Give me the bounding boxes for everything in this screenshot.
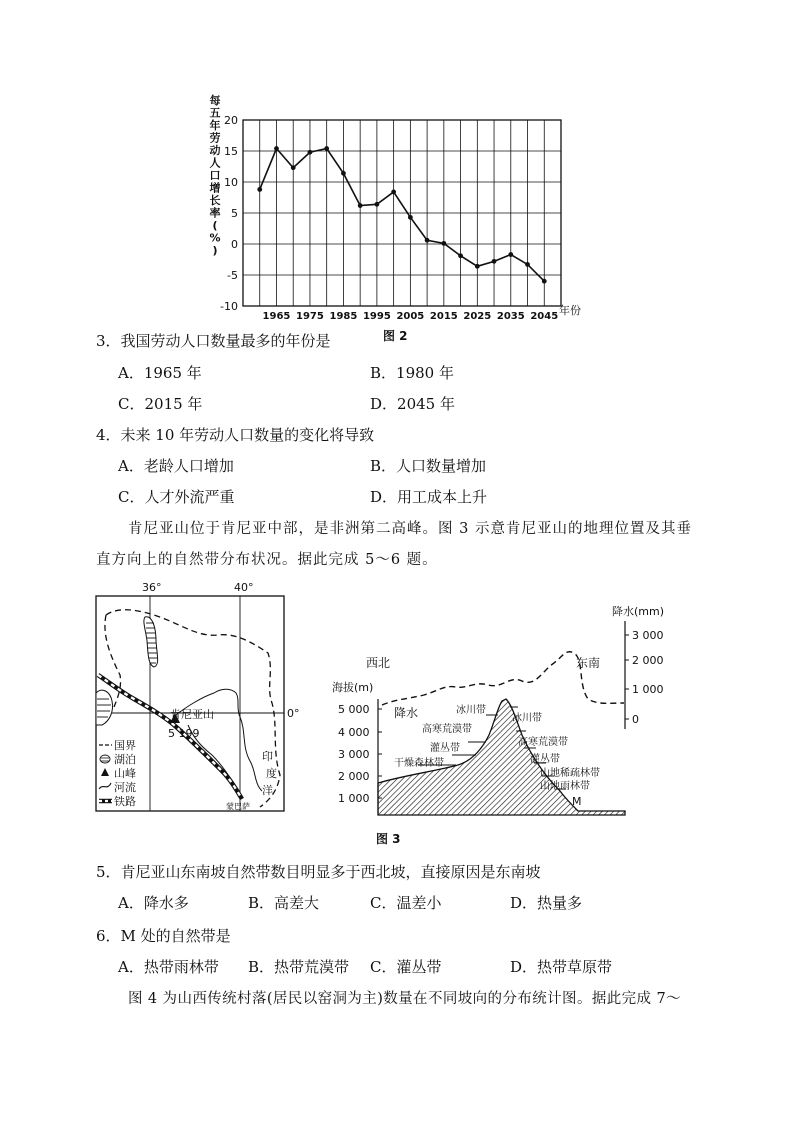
fig3-caption: 图 3 (376, 832, 401, 846)
data-point (441, 241, 446, 246)
alt-tick-1000: 1 000 (338, 792, 370, 805)
intro2-line1: 图 4 为山西传统村落(居民以窑洞为主)数量在不同坡向的分布统计图。据此完成 7～ (128, 991, 681, 1007)
precip-label: 降水 (394, 706, 419, 720)
y-tick-label: -10 (220, 300, 238, 313)
x-tick-label: 1965 (262, 311, 291, 322)
lake-turkana (144, 617, 158, 667)
legend-border-label: 国界 (114, 739, 136, 752)
legend-railway-label: 铁路 (114, 795, 136, 808)
left-zone-dry-forest: 干燥森林带 (394, 758, 444, 769)
kenya-location-map (90, 575, 300, 815)
data-point (408, 215, 413, 220)
ocean-label-1: 印 (262, 750, 273, 763)
data-point (525, 262, 530, 267)
y-axis-title-char: 率 (209, 206, 221, 220)
y-tick-label: 5 (231, 207, 238, 220)
q6-stem: 6．M 处的自然带是 (96, 927, 231, 945)
data-point (425, 238, 430, 243)
x-tick-label: 1995 (362, 311, 391, 322)
x-axis-title: 年份 (559, 304, 581, 317)
y-tick-label: -5 (227, 269, 238, 282)
alt-tick-5000: 5 000 (338, 703, 370, 716)
q3-option-c[interactable]: C．2015 年 (118, 395, 203, 413)
kenya-mountain-profile (326, 595, 674, 820)
precip-tick-2000: 2 000 (632, 654, 664, 667)
equator-label: 0° (287, 707, 300, 720)
data-point (374, 202, 379, 207)
chart-grid (243, 120, 561, 306)
x-tick-label: 2035 (496, 311, 525, 322)
y-axis-title-char: 长 (209, 194, 221, 207)
x-tick-label: 2045 (530, 311, 559, 322)
lon-36-label: 36° (142, 581, 162, 594)
precip-tick-1000: 1 000 (632, 683, 664, 696)
q4-option-b[interactable]: B．人口数量增加 (370, 457, 487, 475)
q6-option-c[interactable]: C．灌丛带 (370, 958, 442, 976)
alt-tick-3000: 3 000 (338, 748, 370, 761)
y-tick-labels (220, 114, 238, 313)
ocean-label-3: 洋 (262, 784, 273, 797)
legend-lake-swatch (100, 755, 110, 763)
y-axis-title-char: % (209, 231, 221, 245)
y-axis-title-char: 五 (209, 106, 221, 120)
x-tick-label: 2015 (429, 311, 458, 322)
data-point (458, 253, 463, 258)
q6-option-d[interactable]: D．热带草原带 (510, 958, 613, 976)
q4-option-c[interactable]: C．人才外流严重 (118, 488, 235, 506)
m-label: M (572, 795, 582, 808)
legend-river-swatch (99, 783, 111, 789)
q6-option-b[interactable]: B．热带荒漠带 (248, 958, 350, 976)
data-point (542, 279, 547, 284)
alt-tick-4000: 4 000 (338, 726, 370, 739)
data-point (492, 259, 497, 264)
precip-tick-3000: 3 000 (632, 629, 664, 642)
y-axis-title-char: 年 (209, 119, 221, 132)
port-label: 蒙巴萨 (226, 802, 250, 811)
x-tick-labels (263, 311, 559, 322)
altitude-axis-title: 海拔(m) (332, 681, 374, 694)
precip-tick-0: 0 (632, 713, 639, 726)
y-tick-label: 10 (224, 176, 238, 189)
y-axis-title-char: 人 (209, 156, 221, 170)
q3-stem: 3．我国劳动人口数量最多的年份是 (96, 332, 331, 350)
right-zone-shrub: 灌丛带 (530, 754, 560, 765)
x-tick-label: 1985 (329, 311, 358, 322)
right-zone-sparse-forest: 山地稀疏林带 (540, 768, 600, 779)
q6-option-a[interactable]: A．热带雨林带 (118, 958, 219, 976)
y-tick-label: 15 (224, 145, 238, 158)
q3-option-b[interactable]: B．1980 年 (370, 364, 454, 382)
q5-option-b[interactable]: B．高差大 (248, 894, 320, 912)
data-point (257, 187, 262, 192)
q5-option-c[interactable]: C．温差小 (370, 894, 442, 912)
peak-height: 5 199 (168, 727, 200, 740)
legend-peak-label: 山峰 (114, 767, 136, 780)
data-point (358, 203, 363, 208)
data-point (475, 264, 480, 269)
data-point (508, 252, 513, 257)
x-tick-label: 2025 (463, 311, 492, 322)
right-zone-glacier: 冰川带 (512, 713, 542, 724)
data-point (324, 146, 329, 151)
left-zone-shrub: 灌丛带 (430, 743, 460, 754)
intro-paragraph-line2: 直方向上的自然带分布状况。据此完成 5～6 题。 (96, 552, 438, 568)
precip-axis-title: 降水(mm) (612, 605, 665, 618)
y-axis-title-char: ) (212, 244, 218, 257)
left-zone-glacier: 冰川带 (456, 705, 486, 716)
series-line (260, 149, 545, 282)
x-tick-label: 1975 (296, 311, 324, 322)
data-point (341, 171, 346, 176)
map-legend (99, 739, 136, 808)
lake-victoria (96, 690, 113, 725)
left-zone-alpine-desert: 高寒荒漠带 (422, 724, 472, 735)
q3-option-d[interactable]: D．2045 年 (370, 395, 455, 413)
legend-peak-swatch (101, 768, 109, 776)
y-axis-title-char: ( (212, 219, 218, 232)
y-axis-title-char: 每 (209, 94, 221, 107)
y-axis-title-char: 动 (209, 144, 221, 157)
peak-name: 肯尼亚山 (170, 708, 214, 721)
right-zone-rainforest: 山地雨林带 (540, 781, 590, 792)
right-zone-alpine-desert: 高寒荒漠带 (518, 737, 568, 748)
alt-tick-2000: 2 000 (338, 770, 370, 783)
y-axis-title-char: 增 (209, 181, 221, 195)
southeast-label: 东南 (576, 656, 601, 670)
q4-option-d[interactable]: D．用工成本上升 (370, 488, 488, 506)
labor-growth-chart (195, 92, 615, 324)
y-axis-title-char: 劳 (209, 131, 221, 145)
q3-option-a[interactable]: A．1965 年 (118, 364, 202, 382)
y-tick-label: 20 (224, 114, 238, 127)
y-tick-label: 0 (231, 238, 238, 251)
legend-lake-label: 湖泊 (114, 753, 136, 766)
q5-stem: 5．肯尼亚山东南坡自然带数目明显多于西北坡，直接原因是东南坡 (96, 863, 541, 881)
x-tick-label: 2005 (396, 311, 425, 322)
data-point (291, 165, 296, 170)
ocean-label-2: 度 (266, 767, 277, 780)
data-point (308, 150, 313, 155)
series-points (257, 146, 546, 283)
data-point (391, 190, 396, 195)
intro-paragraph-line1: 肯尼亚山位于肯尼亚中部，是非洲第二高峰。图 3 示意肯尼亚山的地理位置及其垂 (128, 521, 692, 537)
northwest-label: 西北 (366, 656, 391, 670)
legend-river-label: 河流 (114, 781, 136, 794)
q5-option-a[interactable]: A．降水多 (118, 894, 189, 912)
q4-stem: 4．未来 10 年劳动人口数量的变化将导致 (96, 426, 375, 444)
y-axis-title-char: 口 (209, 169, 221, 182)
fig2-caption: 图 2 (383, 329, 408, 343)
data-point (274, 146, 279, 151)
q4-option-a[interactable]: A．老龄人口增加 (118, 457, 234, 475)
lon-40-label: 40° (234, 581, 254, 594)
q5-option-d[interactable]: D．热量多 (510, 894, 583, 912)
y-axis-title (209, 93, 220, 257)
